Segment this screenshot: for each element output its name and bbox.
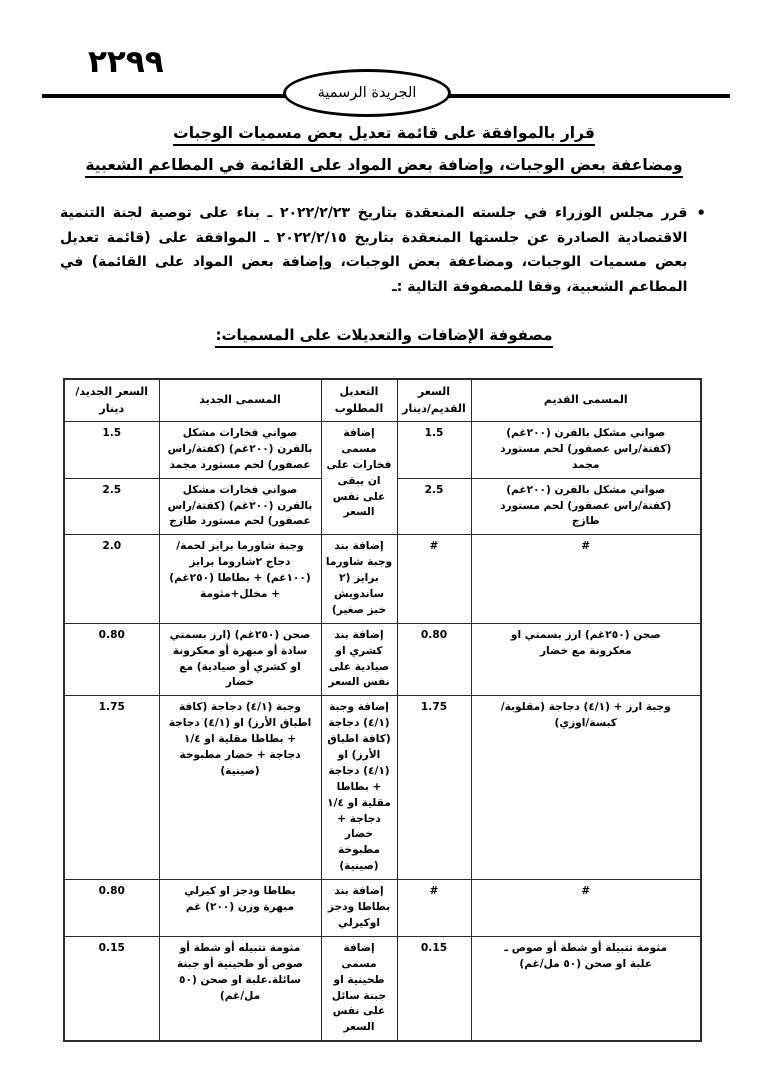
cell-old-price: 1.75 xyxy=(397,696,471,880)
cell-new-price: 0.15 xyxy=(64,936,159,1041)
cell-old-name: مثومة تتبيلة أو شطة أو صوص ـ علبة او صحن (٥٠ مل/غم) xyxy=(471,936,701,1041)
decree-paragraph xyxy=(60,201,706,299)
gazette-title: الجريدة الرسمية xyxy=(317,85,417,101)
gazette-title-badge xyxy=(283,69,451,117)
cell-old-name: صواني مشكل بالفرن (٢٠٠غم) (كفتة/راس عصفور) لحم مستورد طازج xyxy=(471,478,701,535)
cell-old-price: 1.5 xyxy=(397,422,471,479)
table-row xyxy=(64,422,701,479)
cell-modification: إضافة بند كشري او صيادية على نفس السعر xyxy=(321,623,397,696)
cell-old-price: # xyxy=(397,535,471,623)
col-header-old-price: السعر القديم/دينار xyxy=(397,379,471,422)
modifications-table xyxy=(63,378,702,1042)
cell-old-name: وجبة ارز + (٤/١) دجاجة (مقلوبة/كبسة/اوزي) xyxy=(471,696,701,880)
cell-old-price: 2.5 xyxy=(397,478,471,535)
cell-new-price: 0.80 xyxy=(64,880,159,937)
page-number: ٢٢٩٩ xyxy=(88,44,164,80)
table-row xyxy=(64,880,701,937)
cell-modification: إضافة بند بطاطا ودجز اوكيرلي xyxy=(321,880,397,937)
decree-title-line1 xyxy=(0,124,768,146)
cell-new-name: وجبة (٤/١) دجاجة (كافة اطباق الأرز) او (٤/١) دجاجة + بطاطا مقلية او ١/٤ دجاجة + خضار مطبوخة (صينية) xyxy=(159,696,321,880)
cell-new-price: 1.75 xyxy=(64,696,159,880)
cell-new-name: مثومة تتبيله أو شطة أو صوص أو طحينية أو جبنة سائلة.علبة او صحن (٥٠ مل/غم) xyxy=(159,936,321,1041)
decree-title-line2 xyxy=(0,156,768,178)
cell-old-name: # xyxy=(471,880,701,937)
decree-title-line1-text: قرار بالموافقة على قائمة تعديل بعض مسميات الوجبات xyxy=(173,124,595,146)
decree-body: قرر مجلس الوزراء في جلسته المنعقدة بتاريخ ٢٠٢٢/٢/٢٣ ـ بناء على توصية لجنة التنمية الاقتصادية الصادرة عن جلستها المنعقدة بتاريخ ٢٠٢٢/٢/١٥ ـ الموافقة على (قائمة تعديل بعض مسميات الوجبات، ومضاعفة بعض الوجبات، وإضافة بعض المواد على القائمة) في المطاعم الشعبية، وفقا للمصفوفة التالية :ـ xyxy=(60,205,688,295)
decree-title xyxy=(0,124,768,188)
cell-modification: إضافة مسمى فخارات على ان يبقى على نفس السعر xyxy=(321,422,397,535)
table-header-row xyxy=(64,379,701,422)
col-header-new-name: المسمى الجديد xyxy=(159,379,321,422)
cell-new-price: 1.5 xyxy=(64,422,159,479)
cell-new-name: بطاطا ودجز او كيرلي مبهرة وزن (٢٠٠) غم xyxy=(159,880,321,937)
cell-new-name: وجبة شاورما برايز لحمة/دجاج ٢شاروما برايز (١٠٠غم) + بطاطا (٢٥٠غم) + مخلل+مثومة xyxy=(159,535,321,623)
col-header-modification: التعديل المطلوب xyxy=(321,379,397,422)
cell-modification: إضافة وجبة (٤/١) دجاجة (كافة اطباق الأرز) او (٤/١) دجاجة + بطاطا مقلية او ١/٤ دجاجة + خضار مطبوخة (صينية) xyxy=(321,696,397,880)
table-row xyxy=(64,535,701,623)
cell-old-price: # xyxy=(397,880,471,937)
matrix-heading-text: مصفوفة الإضافات والتعديلات على المسميات: xyxy=(215,326,552,348)
cell-new-name: صحن (٢٥٠غم) (ارز بسمتي سادة أو مبهرة أو معكرونة او كشري أو صيادية) مع خضار xyxy=(159,623,321,696)
matrix-heading xyxy=(0,326,768,348)
cell-new-name: صواني فخارات مشكل بالفرن (٢٠٠غم) (كفتة/راس عصفور) لحم مستورد طازج xyxy=(159,478,321,535)
table-row xyxy=(64,623,701,696)
cell-new-price: 2.5 xyxy=(64,478,159,535)
table-row xyxy=(64,936,701,1041)
col-header-old-name: المسمى القديم xyxy=(471,379,701,422)
cell-new-price: 0.80 xyxy=(64,623,159,696)
cell-modification: إضافة مسمى طحينية او جبنة سائل على نفس السعر xyxy=(321,936,397,1041)
col-header-new-price: السعر الجديد/دينار xyxy=(64,379,159,422)
cell-old-name: # xyxy=(471,535,701,623)
table-row xyxy=(64,696,701,880)
cell-new-name: صواني فخارات مشكل بالفرن (٢٠٠غم) (كفتة/راس عصفور) لحم مستورد مجمد xyxy=(159,422,321,479)
cell-old-name: صواني مشكل بالفرن (٢٠٠غم) (كفتة/راس عصفور) لحم مستورد مجمد xyxy=(471,422,701,479)
decree-title-line2-text: ومضاعفة بعض الوجبات، وإضافة بعض المواد على القائمة في المطاعم الشعبية xyxy=(85,156,682,178)
cell-old-price: 0.80 xyxy=(397,623,471,696)
cell-new-price: 2.0 xyxy=(64,535,159,623)
bullet-marker: • xyxy=(696,204,706,222)
cell-old-name: صحن (٢٥٠غم) ارز بسمتي او معكرونة مع خضار xyxy=(471,623,701,696)
cell-modification: إضافة بند وجبة شاورما برايز (٢ ساندويش خبز صغير) xyxy=(321,535,397,623)
cell-old-price: 0.15 xyxy=(397,936,471,1041)
